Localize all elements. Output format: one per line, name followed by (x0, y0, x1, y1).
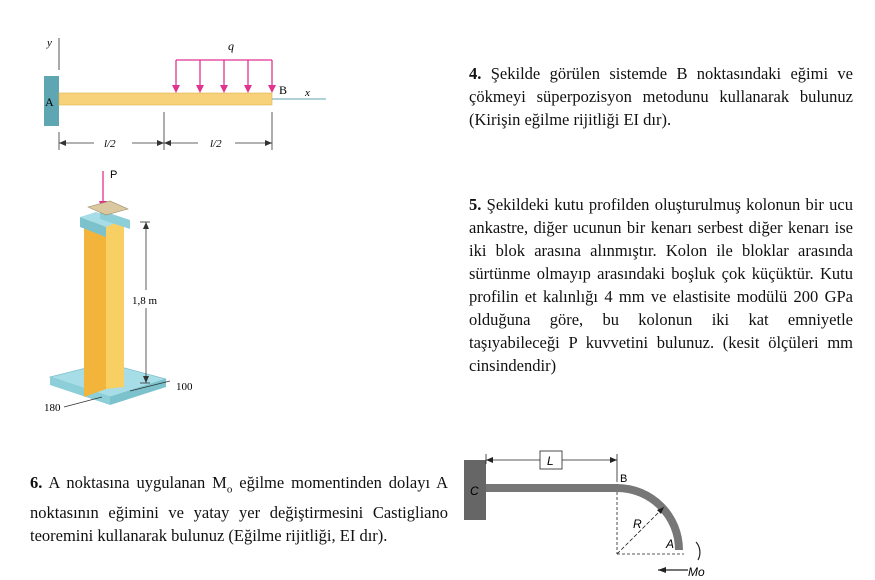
problem-5-text: Şekildeki kutu profilden oluşturulmuş kolonun bir ucu ankastre, diğer ucunun bir kenarı serbest diğer kenarı ise iki blok arasına alınmıştır. Kolon ile bloklar arasında sürtünme olmayıp arasındaki boşluk çok küçüktür. Kutu profilin et kalınlığı 4 mm ve elastisite modülü 200 GPa olduğuna göre, bu kolonun iki kat emniyetle taşıyabileceği P kuvvetini bulunuz. (kesit ölçüleri mm cinsindendir) (469, 195, 853, 375)
y-axis-label: y (47, 37, 52, 49)
point-b-label: B (279, 83, 288, 97)
height-label: 1,8 m (132, 295, 158, 307)
column-side (106, 217, 124, 389)
dimension-right-label: l/2 (210, 138, 222, 150)
problem-5 (469, 193, 853, 377)
problem-5-number: 5. (469, 195, 482, 214)
problem-4 (469, 62, 853, 131)
length-label: L (547, 454, 554, 468)
moment-arc (696, 542, 700, 560)
problem-6-text-after: eğilme momentinden dolayı A noktasının eğimini ve yatay yer değiştirmesini Castigliano teoremini kullanarak bulunuz (Eğilme rijitliği, EI dır). (30, 473, 448, 546)
x-axis-label: x (305, 87, 310, 99)
point-a-label: A (45, 95, 54, 109)
point-a-label: A (666, 537, 675, 551)
beam-figure (30, 30, 330, 160)
problem-6 (30, 471, 448, 547)
problem-6-number: 6. (30, 473, 43, 492)
depth-label: 100 (176, 381, 193, 393)
width-dimension (64, 397, 102, 407)
load-p-label: P (110, 169, 118, 181)
column-front (84, 217, 106, 397)
dimension-left-label: l/2 (104, 138, 116, 150)
radius-label: R (633, 517, 642, 531)
straight-bar (486, 484, 617, 492)
problem-4-text: Şekilde görülen sistemde B noktasındaki eğimi ve çökmeyi süperpozisyon metodunu kullanarak bulunuz (Kirişin eğilme rijitliği EI dır). (469, 64, 853, 129)
load-q-label: q (228, 39, 234, 53)
problem-4-number: 4. (469, 64, 482, 83)
beam (59, 93, 272, 105)
dimension-lines (59, 112, 272, 150)
point-b-label: B (620, 473, 628, 485)
problem-6-subscript: o (226, 483, 233, 496)
curved-bar-figure (462, 442, 722, 580)
moment-label: Mo (688, 565, 705, 579)
width-label: 180 (44, 402, 61, 414)
column-figure (40, 165, 210, 420)
distributed-load (172, 60, 276, 93)
problem-6-text-before: A noktasına uygulanan M (48, 473, 227, 492)
moment-arrowhead (658, 567, 666, 573)
point-c-label: C (470, 484, 479, 498)
